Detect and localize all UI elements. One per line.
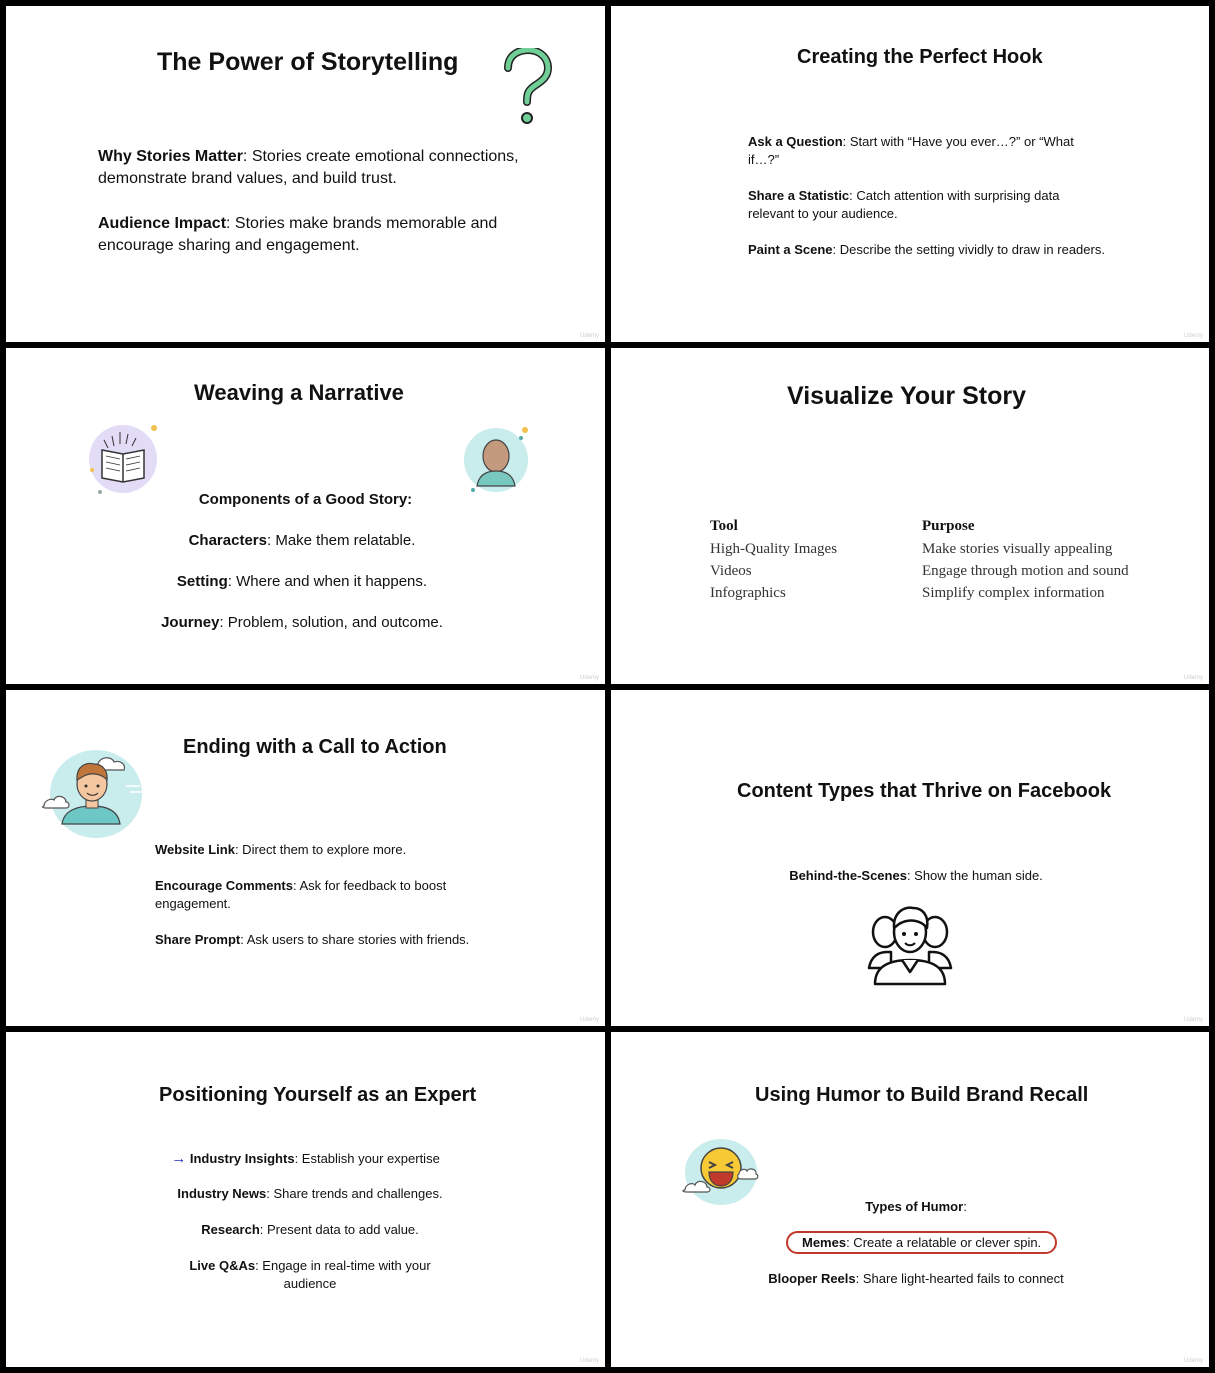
point-industry-insights: → Industry Insights: Establish your expertise <box>171 1150 440 1167</box>
question-mark-icon <box>500 48 552 126</box>
point-paint-scene: Paint a Scene: Describe the setting vividly to draw in readers. <box>748 242 1105 257</box>
person-avatar-icon <box>461 424 533 494</box>
table-cell: Infographics <box>710 585 786 601</box>
point-audience-impact: Audience Impact: Stories make brands memorable and encourage sharing and engagement. <box>98 215 498 254</box>
watermark: Udemy <box>579 1358 599 1364</box>
table-header-tool: Tool <box>710 518 738 534</box>
table-header-purpose: Purpose <box>922 518 975 534</box>
book-icon <box>86 422 164 496</box>
arrow-right-icon: → <box>171 1150 187 1167</box>
man-avatar-icon <box>40 744 146 838</box>
point-why-stories-matter: Why Stories Matter: Stories create emotional connections, demonstrate brand values, and build trust. <box>98 148 519 187</box>
slide-visualize-story <box>611 348 1209 684</box>
point-industry-news: Industry News: Share trends and challenges. <box>177 1186 443 1201</box>
laughing-emoji-icon <box>677 1134 761 1208</box>
tools-table <box>710 518 1129 605</box>
point-website-link: Website Link: Direct them to explore more. <box>155 842 407 857</box>
watermark: Udemy <box>1183 333 1203 339</box>
point-memes-highlight: Memes: Create a relatable or clever spin. <box>786 1231 1057 1254</box>
watermark: Udemy <box>1183 1358 1203 1364</box>
table-cell: High-Quality Images <box>710 541 838 557</box>
slide-power-of-storytelling <box>6 6 605 342</box>
components-subtitle: Components of a Good Story: <box>198 491 413 508</box>
point-research: Research: Present data to add value. <box>201 1222 419 1237</box>
point-behind-the-scenes: Behind-the-Scenes: Show the human side. <box>789 868 1043 883</box>
team-people-icon <box>861 902 959 986</box>
point-live-qas: Live Q&As: Engage in real-time with your audience <box>189 1258 431 1291</box>
point-journey: Journey: Problem, solution, and outcome. <box>161 614 443 631</box>
point-share-statistic: Share a Statistic: Catch attention with surprising data relevant to your audience. <box>748 188 1060 221</box>
watermark: Udemy <box>579 675 599 681</box>
humor-types-subtitle: Types of Humor: <box>865 1199 967 1214</box>
slide-weaving-narrative <box>6 348 605 684</box>
watermark: Udemy <box>579 1017 599 1023</box>
slide-title: Visualize Your Story <box>787 382 1026 410</box>
point-blooper-reels: Blooper Reels: Share light-hearted fails to connect <box>768 1271 1064 1286</box>
slide-title: Weaving a Narrative <box>194 380 404 405</box>
slide-title: Content Types that Thrive on Facebook <box>737 780 1112 802</box>
table-cell: Simplify complex information <box>922 585 1105 601</box>
slide-using-humor <box>611 1032 1209 1367</box>
point-setting: Setting: Where and when it happens. <box>176 573 428 590</box>
table-row <box>710 583 1129 605</box>
slide-perfect-hook <box>611 6 1209 342</box>
slide-title: Ending with a Call to Action <box>183 736 447 758</box>
table-cell: Engage through motion and sound <box>922 563 1129 579</box>
slide-content-types <box>611 690 1209 1026</box>
point-ask-question: Ask a Question: Start with “Have you ever…?” or “What if…?” <box>748 134 1074 167</box>
slide-title: Positioning Yourself as an Expert <box>159 1084 477 1106</box>
slide-title: Using Humor to Build Brand Recall <box>755 1084 1089 1106</box>
table-cell: Make stories visually appealing <box>922 541 1113 557</box>
watermark: Udemy <box>1183 675 1203 681</box>
table-row <box>710 561 1129 583</box>
slide-call-to-action <box>6 690 605 1026</box>
point-characters: Characters: Make them relatable. <box>188 532 416 549</box>
watermark: Udemy <box>1183 1017 1203 1023</box>
watermark: Udemy <box>579 333 599 339</box>
table-cell: Videos <box>710 563 752 579</box>
slide-positioning-expert <box>6 1032 605 1367</box>
point-share-prompt: Share Prompt: Ask users to share stories with friends. <box>155 932 470 947</box>
slide-title: The Power of Storytelling <box>157 48 459 76</box>
table-header-row <box>710 518 1129 539</box>
slide-title: Creating the Perfect Hook <box>797 46 1043 68</box>
point-encourage-comments: Encourage Comments: Ask for feedback to boost engagement. <box>155 878 447 911</box>
table-row <box>710 539 1129 561</box>
